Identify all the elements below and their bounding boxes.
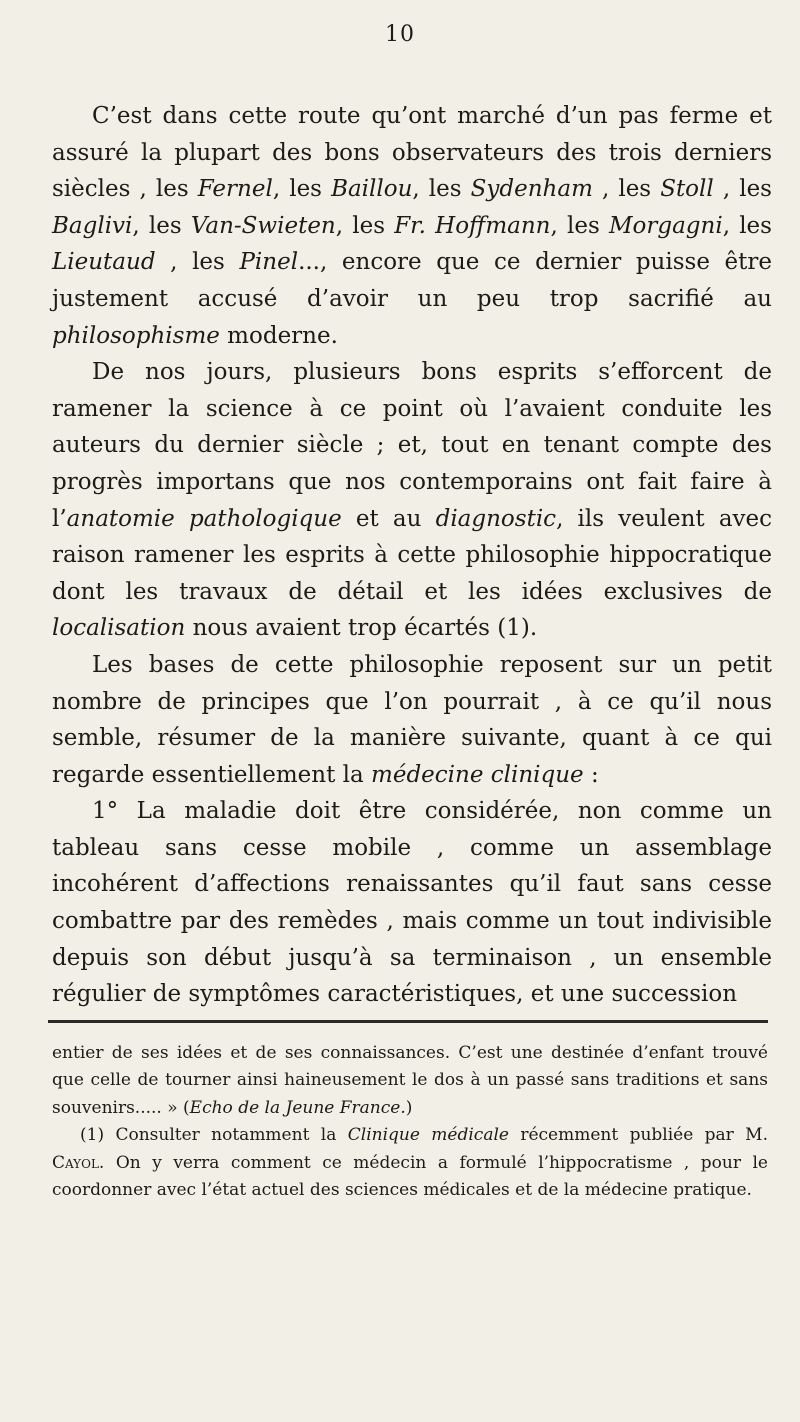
body-text xyxy=(52,98,772,1013)
italic-text: Echo de la Jeune France. xyxy=(189,1097,406,1118)
text-run: , les xyxy=(713,176,772,203)
footnote-fn-cont xyxy=(52,1040,768,1122)
text-run: , ils veulent avec raison ramener les esprits à cette philosophie hippocratique dont les travaux de détail et les idées exclusives de xyxy=(52,505,773,605)
text-run: , les xyxy=(550,212,609,239)
text-run: , les xyxy=(155,249,240,276)
italic-text: Baglivi xyxy=(52,212,133,239)
italic-text: Van-Swieten xyxy=(190,212,336,239)
italic-text: Stoll xyxy=(660,176,714,203)
text-run: C’est dans cette route qu’ont marché d’un pas ferme et assuré la plupart des bons observateurs des trois derniers siècles , les xyxy=(52,103,772,203)
italic-text: localisation xyxy=(52,615,186,642)
italic-text: médecine clinique xyxy=(371,761,584,788)
text-run: nous avaient trop écartés (1). xyxy=(185,615,538,642)
footnote-fn-1 xyxy=(52,1122,768,1204)
italic-text: Clinique médicale xyxy=(347,1125,509,1146)
italic-text: Pinel xyxy=(239,249,299,276)
text-run: Cayol xyxy=(52,1152,99,1173)
italic-text: Sydenham xyxy=(470,176,593,203)
text-run: Les bases de cette philosophie reposent sur un petit nombre de principes que l’on pourrait , à ce qu’il nous semble, résumer de la manière suivante, quant à ce qui regarde essentiellement la xyxy=(52,651,772,788)
italic-text: philosophisme xyxy=(52,322,220,349)
text-run: entier de ses idées et de ses connaissances. C’est une destinée d’enfant trouvé que celle de tourner ainsi haineusement le dos à un passé sans traditions et sans souvenirs..... » ( xyxy=(52,1043,768,1118)
italic-text: Morgagni xyxy=(608,212,723,239)
paragraph-p1 xyxy=(52,98,772,354)
text-run: et au xyxy=(341,505,436,532)
text-run: , les xyxy=(722,212,772,239)
italic-text: diagnostic xyxy=(435,505,557,532)
italic-text: Lieutaud xyxy=(52,249,156,276)
text-run: ) xyxy=(405,1097,413,1118)
text-run: , les xyxy=(335,212,395,239)
text-run: (1) Consulter notamment la xyxy=(80,1125,348,1146)
footnote-rule xyxy=(48,1020,768,1023)
paragraph-p3 xyxy=(52,647,772,793)
paragraph-p4 xyxy=(52,793,772,1013)
text-run: récemment publiée par M. xyxy=(508,1125,768,1146)
italic-text: anatomie pathologique xyxy=(66,505,342,532)
text-run: , les xyxy=(412,176,471,203)
text-run: ..., encore que ce dernier puisse être justement accusé d’avoir un peu trop sacrifié au xyxy=(52,249,772,312)
italic-text: Baillou xyxy=(331,176,413,203)
text-run: 1° La maladie doit être considérée, non comme un tableau sans cesse mobile , comme un assemblage incohérent d’affections renaissantes qu’il faut sans cesse combattre par des remèdes , mais comme un tout indivisible depuis son début jusqu’à sa terminaison , un ensemble régulier de symptômes caractéristiques, et une succession xyxy=(52,798,772,1008)
italic-text: Fr. Hoffmann xyxy=(394,212,551,239)
page-number: 10 xyxy=(385,22,415,47)
paragraph-p2 xyxy=(52,354,772,647)
italic-text: Fernel xyxy=(197,176,273,203)
text-run: : xyxy=(583,761,599,788)
text-run: moderne. xyxy=(219,322,338,349)
text-run: , les xyxy=(132,212,191,239)
footnotes xyxy=(52,1040,768,1204)
text-run: . On y verra comment ce médecin a formulé l’hippocratisme , pour le coordonner avec l’état actuel des sciences médicales et de la médecine pratique. xyxy=(52,1152,768,1201)
text-run: , les xyxy=(272,176,332,203)
text-run: De nos jours, plusieurs bons esprits s’efforcent de ramener la science à ce point où l’avaient conduite les auteurs du dernier siècle ; et, tout en tenant compte des progrès importans que nos contemporains ont fait faire à l’ xyxy=(52,359,772,532)
text-run: , les xyxy=(592,176,661,203)
